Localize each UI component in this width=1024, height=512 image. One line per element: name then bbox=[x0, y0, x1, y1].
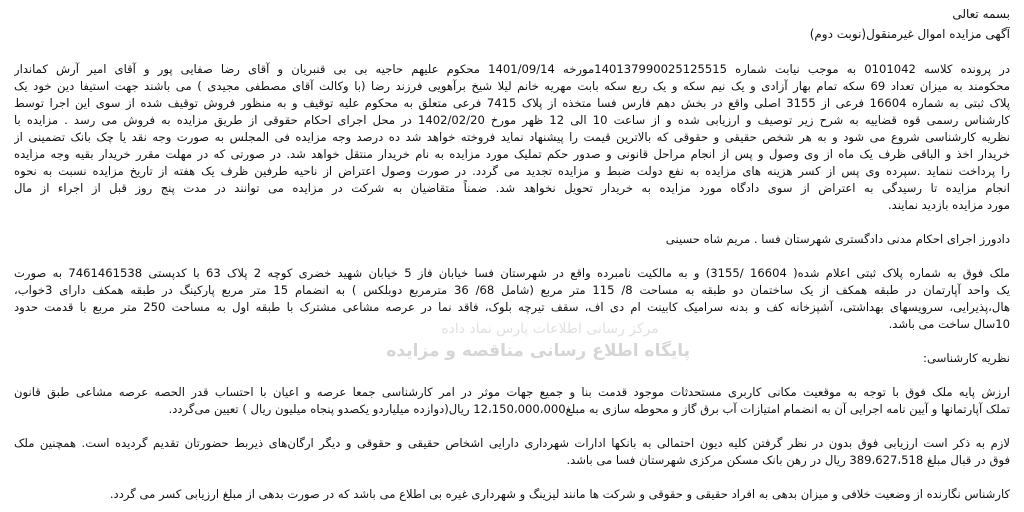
opinion-line: ارزش پایه ملک فوق با توجه به موقعیت مکانی کاربری مستحدثات موجود قدمت بنا و جمیع جهات موثر در امر کارشناسی جمعا عرصه و اعیان با احتساب قدر الحصه عرصه مشاعی طبق قانون bbox=[14, 385, 1010, 399]
watermark-main-text: پایگاه اطلاع رسانی مناقصه و مزایده bbox=[386, 341, 690, 361]
intro-line: مورد مزایده بازدید نمایند. bbox=[887, 198, 1010, 212]
watermark-top-text: مرکز رسانی اطلاعات پارس نماد داده bbox=[441, 321, 659, 337]
property-line: یک واحد آپارتمان در طبقه همکف از یک ساختمان دو طبقه به مساحت 8/ 115 متر مربع (شامل 68/ 36 مترمربع دوبلکس ) به انضمام 15 متر مربع پارکینگ در طبقه همکف دارای 3خواب، bbox=[14, 283, 1010, 297]
intro-line: خریدار اخذ و الباقی ظرف یک ماه از وی وصول و پس از انجام مراحل قانونی و صدور حکم تملیک مورد مزایده به نام خریدار منتقل خواهد شد. در صورتی که در مهلت مقرر خریدار بقیه وجه مزایده bbox=[14, 147, 1010, 161]
property-line: ملک فوق به شماره پلاک ثبتی اعلام شده( 16604 /3155) و به مالکیت نامبرده واقع در شهرستان فسا خیابان فاز 5 خیابان شهید خضری کوچه 2 پلاک 63 با کدپستی 7461461538 به صورت bbox=[14, 266, 1010, 280]
intro-line: انجام مزایده تا رسیدگی به اعتراض از سوی دادگاه مورد مزایده به خریدار تحویل نخواهد شد. ضمناً متقاضیان به شرکت در مزایده می توانند در مدت پنج روز قبل از اجراء از مال bbox=[14, 181, 1010, 195]
intro-line: را پرداخت ننماید .سپرده وی پس از کسر هزینه های مزایده به نفع دولت ضبط و مزایده تجدید می گردد. در صورت وصول اعتراض از ناحیه طرفین ظرف یک هفته از تاریخ مزایده نسبت به نحوه bbox=[14, 164, 1010, 178]
notice-title: آگهی مزایده اموال غیرمنقول(نوبت دوم) bbox=[809, 27, 1010, 41]
property-line: هال،پذیرایی، سرویسهای بهداشتی، آشپزخانه کف و بدنه سرامیک کابینت ام دی اف، سقف تیرچه بلوک، فاقد نما در عرصه مشاعی مشترک با طبقه اول به مساحت 250 متر مربع با قدمت حدود bbox=[14, 300, 1010, 314]
intro-line: پلاک ثبتی به شماره 16604 فرعی از 3155 اصلی واقع در بخش دهم فارس فسا متخذه از پلاک 7415 فرعی متعلق به محکوم علیه توقیف و به منظور فروش توقیف شده از سوی این اجرا توسط bbox=[14, 96, 1010, 110]
note-line: کارشناس نگارنده از وضعیت خلافی و میزان بدهی به افراد حقیقی و حقوقی و شرکت ها مانند لیزینگ و شهرداری غیره بی اطلاع می باشد که در صورت بدهی از مبلغ ارزیابی کسر می گردد. bbox=[109, 487, 1010, 501]
intro-line: کارشناس رسمی قوه قضاییه به شرح زیر توصیف و ارزیابی شده و از ساعت 10 الی 12 ظهر مورخ 1402/02/20 در محل اجرای احکام حقوقی از طریق مزایده به فروش می رسد . مزایده با bbox=[14, 113, 1010, 127]
note-line: فوق در قبال مبلغ 389،627،518 ریال در رهن بانک مسکن مرکزی شهرستان فسا می باشد. bbox=[566, 453, 1010, 467]
property-line: 10سال ساخت می باشد. bbox=[888, 317, 1010, 331]
intro-line: در پرونده کلاسه 0101042 به موجب نیابت شماره 140137990025125515مورخه 1401/09/14 محکوم علیهم حاجیه بی بی قنبریان و آقای رضا صفایی پور و آقای امیر آرش کماندار bbox=[14, 62, 1010, 76]
signature-line: دادورز اجرای احکام مدنی دادگستری شهرستان فسا . مریم شاه حسینی bbox=[665, 232, 1010, 246]
note-line: لازم به ذکر است ارزیابی فوق بدون در نظر گرفتن کلیه دیون احتمالی به بانکها ادارات شهرداری دارایی اشخاص حقیقی و حقوقی و دیگر ارگان‌های ذیربط حضورتان تقدیم گردیده است. همچنین ملک bbox=[14, 436, 1010, 450]
bismillah-heading: بسمه تعالی bbox=[952, 7, 1010, 21]
intro-line: محکومند به میزان تعداد 69 سکه تمام بهار آزادی و یک نیم سکه و یک ربع سکه بابت مهریه خانم لیلا شیخ برآهویی فرزند رضا (با وکالت آقای مصطفی مجیدی ) می باشند جهت استیفا دین خود یک bbox=[14, 79, 1010, 93]
intro-line: نظریه کارشناسی شروع می شود و به هر شخص حقیقی و حقوقی که بالاترین قیمت را پیشنهاد نماید فروخته خواهد شد ده درصد وجه مزایده فی المجلس به صورت وجه نقد یا چک بانک تضمینی از bbox=[14, 130, 1010, 144]
opinion-line: تملک آپارتمانها و آیین نامه اجرایی آن به انضمام امتیازات آب برق گاز و محوطه سازی به مبلغ12،150،000،000 ریال(دوازده میلیاردو یکصدو پنجاه میلیون ریال ) تعیین می‌گردد. bbox=[168, 402, 1010, 416]
opinion-heading: نظریه کارشناسی: bbox=[923, 351, 1010, 365]
